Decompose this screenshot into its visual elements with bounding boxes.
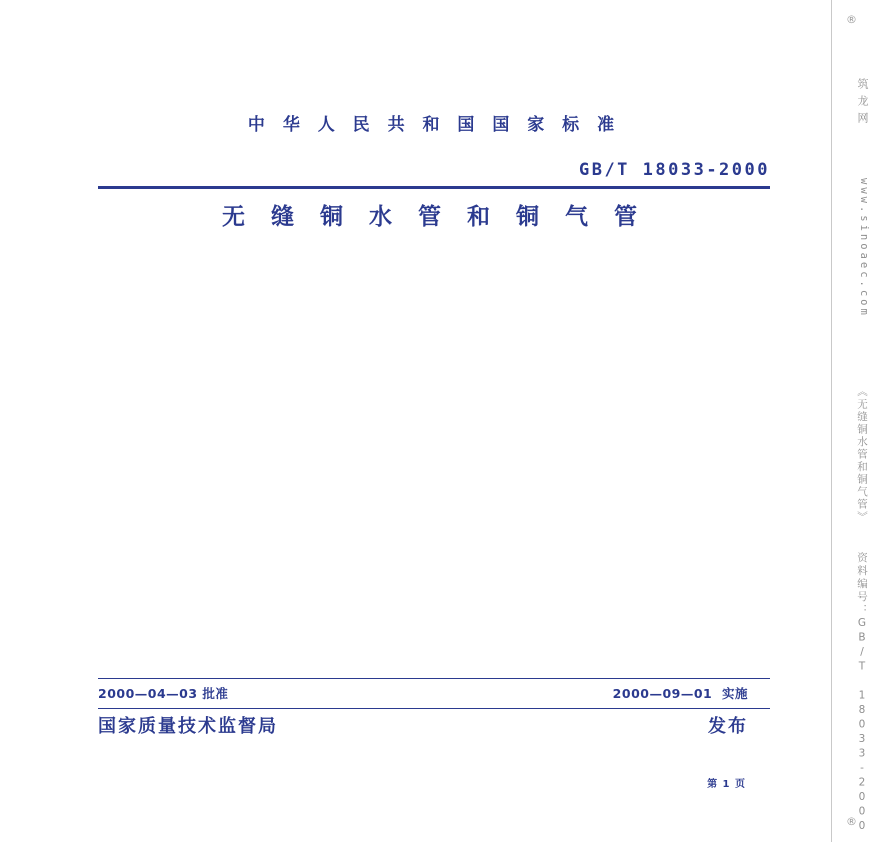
registered-mark-top-icon: ® <box>846 13 857 26</box>
watermark-sidebar <box>833 0 870 842</box>
sidebar-brand: 筑龙网 <box>856 78 869 129</box>
header-divider-thick <box>98 186 770 189</box>
issuing-authority: 国家质量技术监督局 <box>98 716 278 737</box>
effective-date-word: 实施 <box>721 686 748 701</box>
approval-date: 2000—04—03 批准 <box>98 686 229 701</box>
footer-issuer-row <box>98 712 770 742</box>
footer-dates-row <box>98 684 770 706</box>
issue-label: 发布 <box>708 716 748 737</box>
page-number: 第 1 页 <box>707 779 746 790</box>
sidebar-document-name: 《无缝铜水管和铜气管》 <box>856 386 868 524</box>
effective-date-value: 2000—09—01 <box>612 686 713 701</box>
sidebar-document-code: 资料编号：GB/T 18033-2000 <box>856 552 868 835</box>
footer-divider-top <box>98 678 770 679</box>
registered-mark-bottom-icon: ® <box>846 815 857 828</box>
footer-divider-thin <box>98 708 770 709</box>
national-standard-header: 中 华 人 民 共 和 国 国 家 标 准 <box>247 115 621 135</box>
page-title: 无 缝 铜 水 管 和 铜 气 管 <box>221 204 647 230</box>
standard-number: GB/T 18033-2000 <box>578 160 770 180</box>
effective-date <box>613 684 748 702</box>
sidebar-url: www.sinoaec.com <box>858 178 870 318</box>
